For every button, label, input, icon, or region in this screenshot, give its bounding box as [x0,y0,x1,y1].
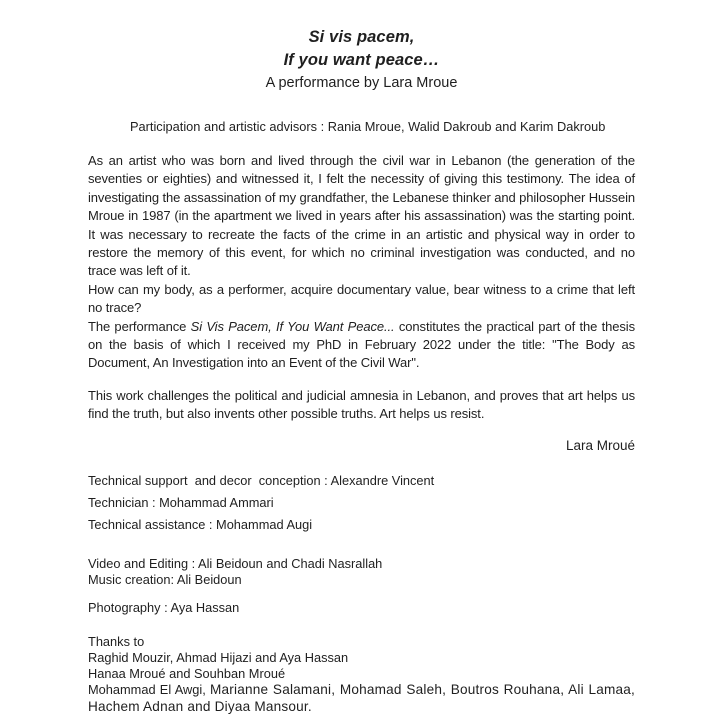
credit-technical-support: Technical support and decor conception : Alexandre Vincent [88,472,435,488]
document-subtitle: A performance by Lara Mroue [265,75,458,91]
credit-music-creation: Music creation: Ali Beidoun [88,571,242,587]
title-block [88,26,635,94]
document-title-line1: Si vis pacem, [308,28,415,46]
thanks-line-2: Hanaa Mroué and Souhban Mroué [88,666,286,682]
video-credits-block [88,556,635,589]
document-title-line2: If you want peace… [283,51,440,69]
signature-author: Lara Mroué [565,437,635,453]
thanks-line-3 [88,682,639,715]
paragraph-performance-suffix: constitutes the practical part of the thesis on the basis of which I received my PhD in February 2022 under the title: "The Body as Document, An Investigation into an Event of the Civil War". [88,318,635,371]
credit-video-editing: Video and Editing : Ali Beidoun and Chadi Nasrallah [88,555,383,571]
paragraph-artist-statement: As an artist who was born and lived through the civil war in Lebanon (the generation of the seventies or eighties) and witnessed it, I felt the necessity of giving this testimony. The idea of investigating the assassination of my grandfather, the Lebanese thinker and philosopher Hussein Mroue in 1987 (in the apartment we lived in years after his assassination) was the starting point. It was necessary to recreate the facts of the crime in an artistic and physical way in order to restore the memory of this event, for which no criminal investigation was conducted, and no trace was left of it. [88,153,635,279]
thanks-block [88,633,639,715]
credit-technician: Technician : Mohammad Ammari [88,494,274,510]
technical-credits-block [88,470,635,536]
credit-technical-assistance: Technical assistance : Mohammad Augi [88,516,313,532]
credit-photography: Photography : Aya Hassan [88,600,240,616]
body-text-block [88,152,635,424]
thanks-line-1: Raghid Mouzir, Ahmad Hijazi and Aya Hassan [88,649,349,665]
performance-title-italic: Si Vis Pacem, If You Want Peace... [190,318,395,334]
paragraph-conclusion: This work challenges the political and judicial amnesia in Lebanon, and proves that art helps us find the truth, but also invents other possible truths. Art helps us resist. [88,387,635,422]
thanks-heading: Thanks to [88,633,145,649]
thanks-line-3-part2: Marianne Salamani, Mohamad Saleh, Boutros Rouhana, Ali Lamaa, Hachem Adnan and Diyaa Mansour. [88,682,639,714]
thanks-line-3-part1: Mohammad El Awgi, [88,682,210,698]
paragraph-performance-thesis [88,318,635,373]
paragraph-question: How can my body, as a performer, acquire documentary value, bear witness to a crime that left no trace? [88,281,635,316]
advisors-line: Participation and artistic advisors : Rania Mroue, Walid Dakroub and Karim Dakroub [130,119,606,134]
paragraph-performance-prefix: The performance [88,318,191,334]
